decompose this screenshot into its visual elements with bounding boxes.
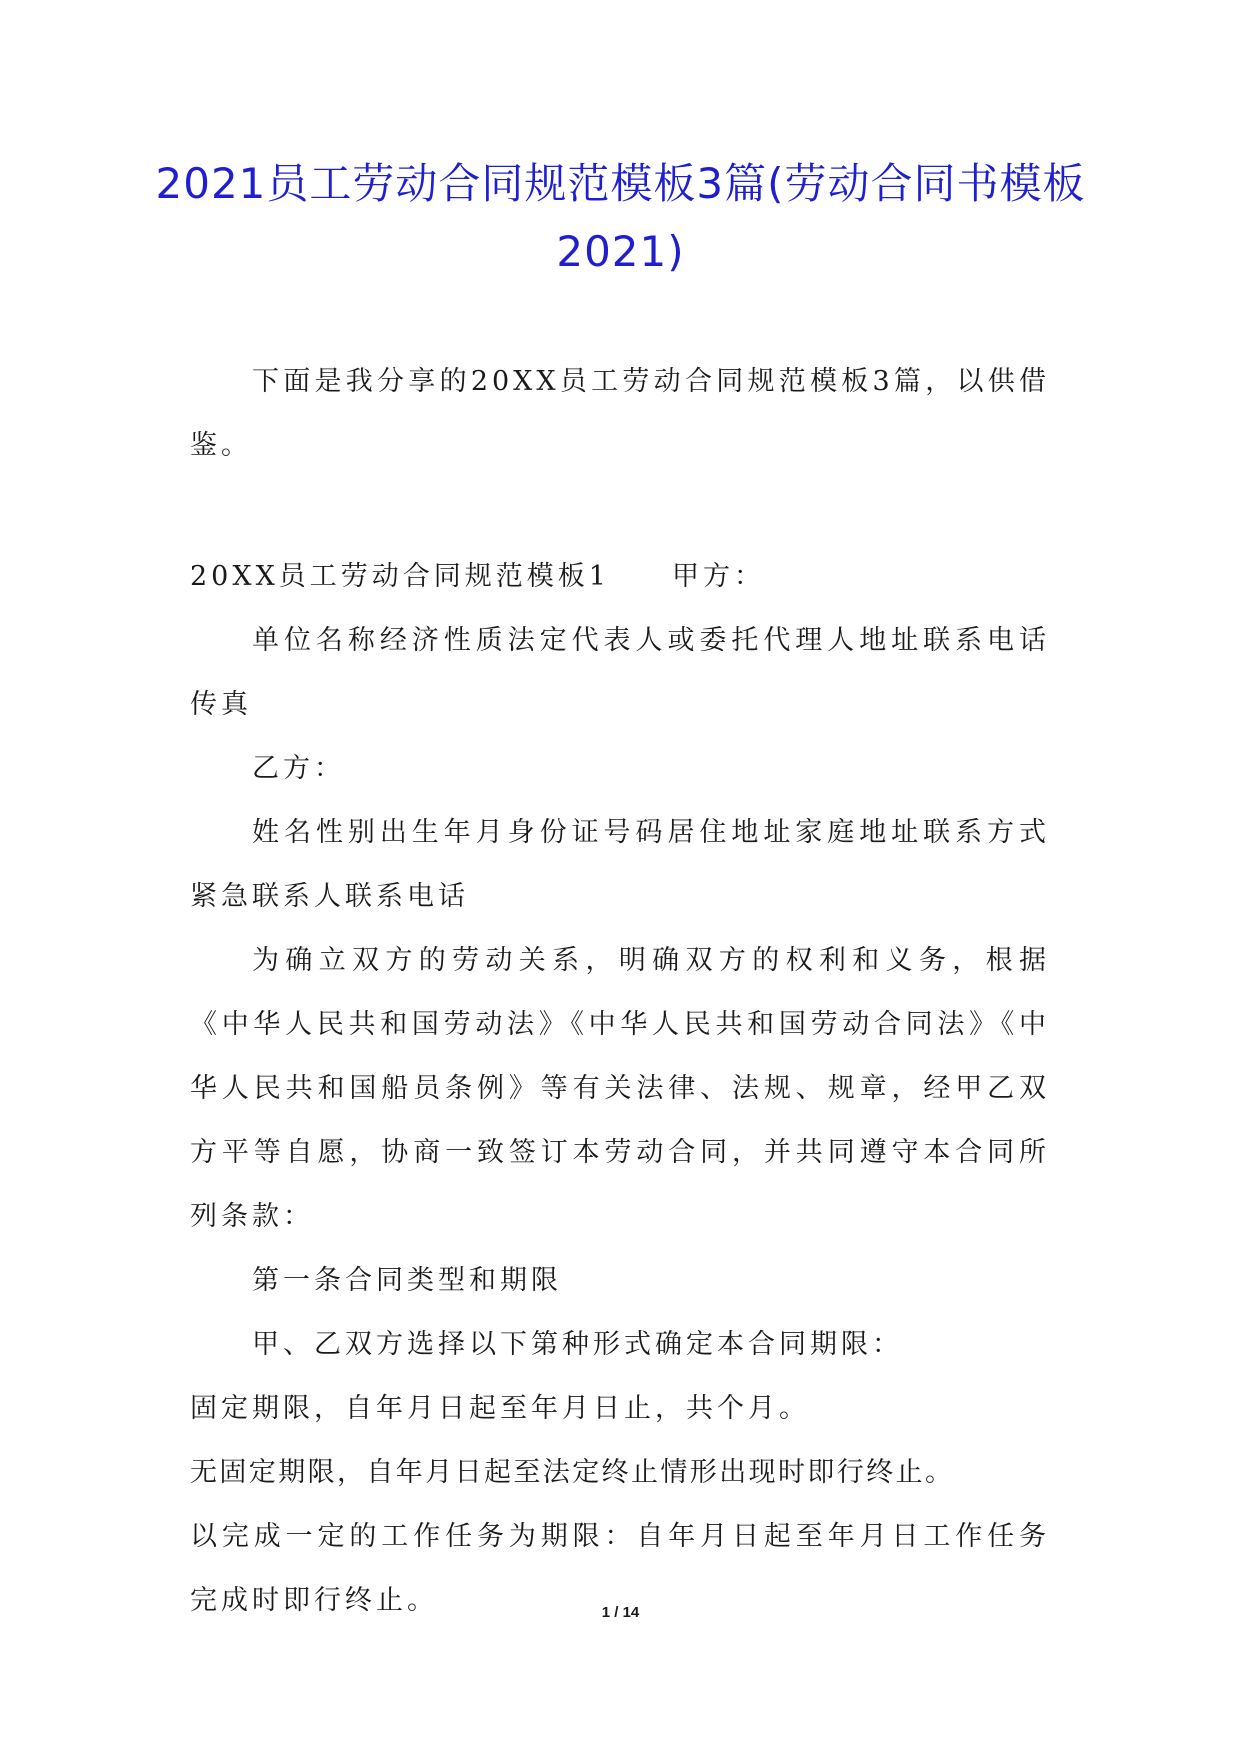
option-open-term: 无固定期限，自年月日起至法定终止情形出现时即行终止。 — [190, 1457, 955, 1488]
intro-paragraph: 下面是我分享的20XX员工劳动合同规范模板3篇，以供借鉴。 — [190, 366, 1050, 461]
document-title: 2021员工劳动合同规范模板3篇(劳动合同书模板2021) — [155, 159, 1086, 276]
preamble-paragraph: 为确立双方的劳动关系，明确双方的权利和义务，根据《中华人民共和国劳动法》《中华人民共和国劳动合同法》《中华人民共和国船员条例》等有关法律、法规、规章，经甲乙双方平等自愿，协商一致签订本劳动合同，并共同遵守本合同所列条款： — [190, 945, 1050, 1232]
option-task-term: 以完成一定的工作任务为期限：自年月日起至年月日工作任务完成时即行终止。 — [190, 1521, 1050, 1616]
party-a-fields: 单位名称经济性质法定代表人或委托代理人地址联系电话传真 — [190, 625, 1050, 720]
party-b-fields: 姓名性别出生年月身份证号码居住地址家庭地址联系方式紧急联系人联系电话 — [190, 817, 1050, 912]
page-number: 1 / 14 — [601, 1604, 640, 1621]
contract-body — [190, 545, 1050, 1633]
party-a-label: 甲方： — [671, 561, 765, 592]
section-heading: 20XX员工劳动合同规范模板1 — [190, 561, 610, 592]
section-heading-line — [190, 545, 1050, 609]
option-fixed-term: 固定期限，自年月日起至年月日止，共个月。 — [190, 1393, 810, 1424]
party-b-label: 乙方： — [252, 753, 345, 784]
article-1-heading: 第一条合同类型和期限 — [252, 1265, 562, 1296]
article-1-intro: 甲、乙双方选择以下第种形式确定本合同期限： — [252, 1329, 903, 1360]
